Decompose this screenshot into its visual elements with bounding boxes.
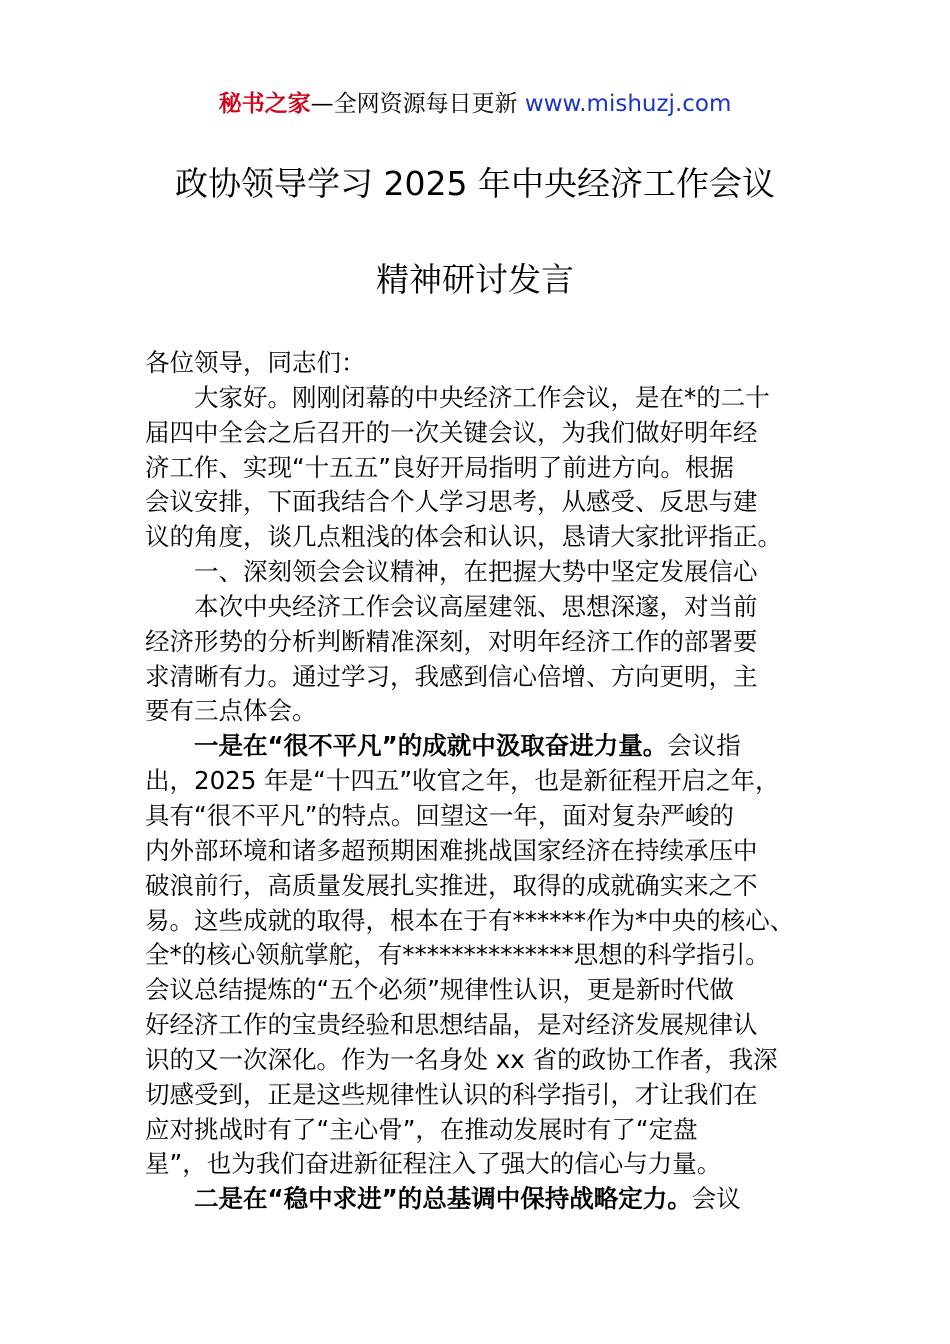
site-tagline: —全网资源每日更新 [310, 91, 525, 117]
paragraph-line: 届四中全会之后召开的一次关键会议，为我们做好明年经 [145, 417, 758, 447]
paragraph-line: 议的角度，谈几点粗浅的体会和认识，恳请大家批评指正。 [145, 522, 782, 552]
paragraph-line: 切感受到，正是这些规律性认识的科学指引，才让我们在 [145, 1079, 758, 1109]
paragraph-line: 本次中央经济工作会议高屋建瓴、思想深邃，对当前 [194, 591, 758, 621]
paragraph-line: 识的又一次深化。作为一名身处 xx 省的政协工作者，我深 [145, 1044, 778, 1074]
site-brand: 秘书之家 [218, 91, 311, 117]
salutation: 各位领导，同志们： [145, 348, 366, 377]
paragraph-text: 会议 [691, 1184, 741, 1214]
paragraph-line: 破浪前行，高质量发展扎实推进，取得的成就确实来之不 [145, 870, 758, 900]
paragraph-line: 要有三点体会。 [145, 696, 317, 726]
point-one-line [145, 729, 810, 764]
paragraph-line: 内外部环境和诸多超预期困难挑战国家经济在持续承压中 [145, 835, 758, 865]
site-url-link[interactable]: www.mishuzj.com [524, 91, 732, 117]
section-heading: 一、深刻领会会议精神，在把握大势中坚定发展信心 [194, 557, 758, 587]
paragraph-line: 求清晰有力。通过学习，我感到信心倍增、方向更明，主 [145, 661, 758, 691]
paragraph-line: 全*的核心领航掌舵，有**************思想的科学指引。 [145, 940, 770, 970]
paragraph-line: 星”，也为我们奋进新征程注入了强大的信心与力量。 [145, 1149, 722, 1179]
point-one-heading: 一是在“很不平凡”的成就中汲取奋进力量。 [194, 731, 668, 761]
paragraph-line: 好经济工作的宝贵经验和思想结晶，是对经济发展规律认 [145, 1010, 758, 1040]
document-body [145, 346, 810, 1217]
paragraph-line: 具有“很不平凡”的特点。回望这一年，面对复杂严峻的 [145, 800, 734, 830]
paragraph-line: 大家好。刚刚闭幕的中央经济工作会议，是在*的二十 [194, 382, 770, 412]
paragraph-line: 应对挑战时有了“主心骨”，在推动发展时有了“定盘 [145, 1114, 698, 1144]
paragraph-line: 经济形势的分析判断精准深刻，对明年经济工作的部署要 [145, 626, 758, 656]
site-header [0, 88, 950, 120]
paragraph-line: 易。这些成就的取得，根本在于有******作为*中央的核心、 [145, 905, 795, 935]
point-two-heading: 二是在“稳中求进”的总基调中保持战略定力。 [194, 1184, 692, 1214]
document-title-line-1: 政协领导学习 2025 年中央经济工作会议 [175, 164, 775, 203]
paragraph-line: 出，2025 年是“十四五”收官之年，也是新征程开启之年， [145, 766, 780, 796]
paragraph-line: 会议安排，下面我结合个人学习思考，从感受、反思与建 [145, 487, 758, 517]
paragraph-line: 会议总结提炼的“五个必须”规律性认识，更是新时代做 [145, 975, 734, 1005]
point-two-line [145, 1182, 810, 1217]
document-title-line-2: 精神研讨发言 [376, 260, 574, 299]
paragraph-text: 会议指 [667, 731, 741, 761]
paragraph-line: 济工作、实现“十五五”良好开局指明了前进方向。根据 [145, 452, 734, 482]
